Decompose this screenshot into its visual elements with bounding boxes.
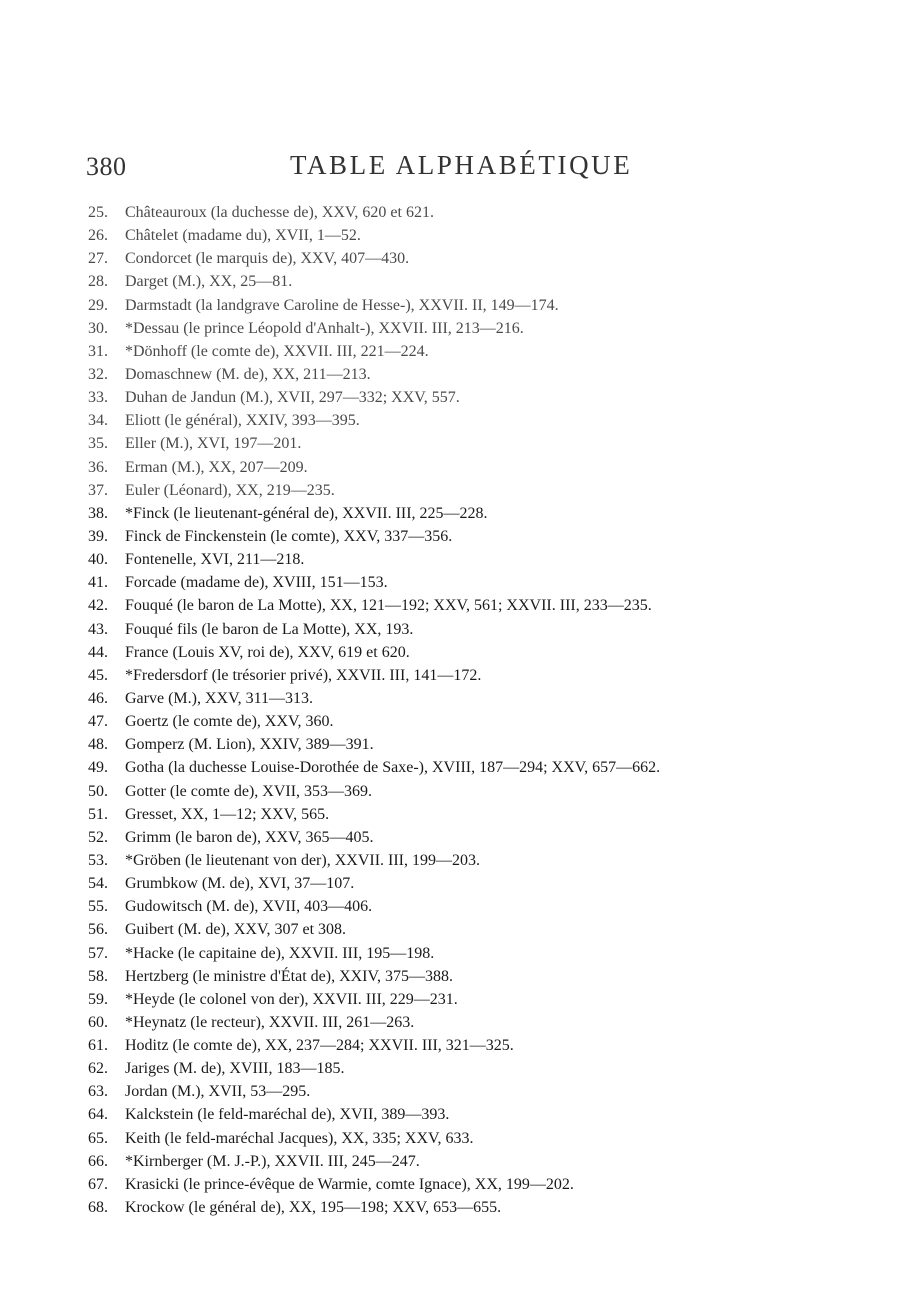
index-entry	[88, 895, 878, 918]
entry-text: *Kirnberger (M. J.-P.), XXVII. III, 245—247.	[125, 1152, 420, 1170]
index-entry-list	[88, 201, 878, 1219]
entry-text: Garve (M.), XXV, 311—313.	[125, 689, 313, 707]
index-entry	[88, 479, 878, 502]
entry-text: Kalckstein (le feld-maréchal de), XVII, 389—393.	[125, 1106, 450, 1124]
index-entry	[88, 1011, 878, 1034]
index-entry	[88, 432, 878, 455]
entry-number: 60.	[88, 1013, 108, 1031]
index-entry	[88, 456, 878, 479]
index-entry	[88, 224, 878, 247]
entry-text: Jordan (M.), XVII, 53—295.	[125, 1083, 311, 1101]
index-entry	[88, 872, 878, 895]
index-entry	[88, 317, 878, 340]
entry-number: 63.	[88, 1083, 108, 1101]
entry-number: 64.	[88, 1106, 108, 1124]
entry-text: Gresset, XX, 1—12; XXV, 565.	[125, 805, 330, 823]
entry-number: 58.	[88, 967, 108, 985]
entry-text: Euler (Léonard), XX, 219—235.	[125, 481, 335, 499]
index-entry	[88, 270, 878, 293]
entry-number: 36.	[88, 458, 108, 476]
entry-number: 35.	[88, 435, 108, 453]
index-entry	[88, 525, 878, 548]
index-entry	[88, 1127, 878, 1150]
index-entry	[88, 247, 878, 270]
entry-text: France (Louis XV, roi de), XXV, 619 et 620.	[125, 643, 410, 661]
entry-number: 68.	[88, 1199, 108, 1217]
entry-number: 61.	[88, 1037, 108, 1055]
entry-text: Darget (M.), XX, 25—81.	[125, 273, 293, 291]
entry-number: 49.	[88, 759, 108, 777]
entry-number: 54.	[88, 875, 108, 893]
entry-text: Krockow (le général de), XX, 195—198; XXV, 653—655.	[125, 1199, 502, 1217]
entry-text: Fontenelle, XVI, 211—218.	[125, 551, 305, 569]
entry-number: 37.	[88, 481, 108, 499]
entry-number: 42.	[88, 597, 108, 615]
index-entry	[88, 340, 878, 363]
entry-text: Châteauroux (la duchesse de), XXV, 620 et 621.	[125, 204, 434, 221]
index-entry	[88, 1150, 878, 1173]
entry-text: Guibert (M. de), XXV, 307 et 308.	[125, 921, 347, 939]
entry-text: Eller (M.), XVI, 197—201.	[125, 435, 302, 453]
entry-number: 26.	[88, 227, 108, 245]
entry-number: 62.	[88, 1060, 108, 1078]
entry-text: Keith (le feld-maréchal Jacques), XX, 335; XXV, 633.	[125, 1129, 474, 1147]
index-entry	[88, 756, 878, 779]
index-entry	[88, 548, 878, 571]
index-entry	[88, 201, 878, 224]
entry-text: Gudowitsch (M. de), XVII, 403—406.	[125, 898, 373, 916]
index-entry	[88, 409, 878, 432]
entry-text: Hoditz (le comte de), XX, 237—284; XXVII. III, 321—325.	[125, 1037, 514, 1055]
entry-number: 48.	[88, 736, 108, 754]
entry-number: 27.	[88, 250, 108, 268]
entry-text: *Finck (le lieutenant-général de), XXVII. III, 225—228.	[125, 504, 488, 522]
index-entry	[88, 826, 878, 849]
entry-text: *Heyde (le colonel von der), XXVII. III, 229—231.	[125, 990, 458, 1008]
entry-number: 43.	[88, 620, 108, 638]
index-entry	[88, 1080, 878, 1103]
entry-text: *Fredersdorf (le trésorier privé), XXVII. III, 141—172.	[125, 666, 482, 684]
entry-number: 31.	[88, 342, 108, 360]
index-entry	[88, 942, 878, 965]
entry-number: 46.	[88, 689, 108, 707]
entry-text: Fouqué (le baron de La Motte), XX, 121—192; XXV, 561; XXVII. III, 233—235.	[125, 597, 652, 615]
entry-text: *Dönhoff (le comte de), XXVII. III, 221—224.	[125, 342, 429, 360]
entry-text: Hertzberg (le ministre d'État de), XXIV, 375—388.	[125, 967, 453, 985]
entry-text: *Dessau (le prince Léopold d'Anhalt-), XXVII. III, 213—216.	[125, 319, 524, 337]
entry-text: Darmstadt (la landgrave Caroline de Hesse-), XXVII. II, 149—174.	[125, 296, 559, 314]
entry-text: Goertz (le comte de), XXV, 360.	[125, 713, 334, 731]
index-entry	[88, 1034, 878, 1057]
entry-text: Gomperz (M. Lion), XXIV, 389—391.	[125, 736, 374, 754]
index-entry	[88, 618, 878, 641]
entry-number: 44.	[88, 643, 108, 661]
entry-text: Gotter (le comte de), XVII, 353—369.	[125, 782, 373, 800]
entry-number: 39.	[88, 527, 108, 545]
entry-number: 28.	[88, 273, 108, 291]
index-entry	[88, 1103, 878, 1126]
entry-text: Fouqué fils (le baron de La Motte), XX, 193.	[125, 620, 414, 638]
entry-number: 56.	[88, 921, 108, 939]
running-head: TABLE ALPHABÉTIQUE	[290, 150, 633, 180]
entry-text: Forcade (madame de), XVIII, 151—153.	[125, 574, 388, 592]
entry-text: Duhan de Jandun (M.), XVII, 297—332; XXV, 557.	[125, 389, 460, 407]
entry-text: Domaschnew (M. de), XX, 211—213.	[125, 365, 371, 383]
index-entry	[88, 780, 878, 803]
index-entry	[88, 849, 878, 872]
entry-number: 45.	[88, 666, 108, 684]
index-entry	[88, 664, 878, 687]
index-entry	[88, 988, 878, 1011]
entry-text: Krasicki (le prince-évêque de Warmie, comte Ignace), XX, 199—202.	[125, 1175, 574, 1193]
entry-number: 33.	[88, 389, 108, 407]
index-entry	[88, 1196, 878, 1219]
page-number: 380	[86, 152, 127, 181]
entry-text: *Hacke (le capitaine de), XXVII. III, 195—198.	[125, 944, 435, 962]
index-entry	[88, 571, 878, 594]
index-entry	[88, 363, 878, 386]
entry-number: 47.	[88, 713, 108, 731]
entry-number: 29.	[88, 296, 108, 314]
entry-number: 59.	[88, 990, 108, 1008]
index-entry	[88, 294, 878, 317]
entry-text: Gotha (la duchesse Louise-Dorothée de Saxe-), XVIII, 187—294; XXV, 657—662.	[125, 759, 661, 777]
entry-number: 25.	[88, 204, 108, 221]
entry-number: 57.	[88, 944, 108, 962]
entry-number: 52.	[88, 828, 108, 846]
entry-number: 34.	[88, 412, 108, 430]
entry-number: 41.	[88, 574, 108, 592]
entry-number: 55.	[88, 898, 108, 916]
entry-text: *Gröben (le lieutenant von der), XXVII. III, 199—203.	[125, 851, 481, 869]
entry-number: 32.	[88, 365, 108, 383]
index-entry	[88, 918, 878, 941]
index-entry	[88, 594, 878, 617]
index-entry	[88, 386, 878, 409]
entry-number: 53.	[88, 851, 108, 869]
entry-number: 66.	[88, 1152, 108, 1170]
entry-number: 67.	[88, 1175, 108, 1193]
index-entry	[88, 803, 878, 826]
entry-text: Eliott (le général), XXIV, 393—395.	[125, 412, 360, 430]
entry-text: Condorcet (le marquis de), XXV, 407—430.	[125, 250, 410, 268]
index-entry	[88, 1173, 878, 1196]
entry-text: *Heynatz (le recteur), XXVII. III, 261—263.	[125, 1013, 415, 1031]
entry-number: 38.	[88, 504, 108, 522]
entry-text: Jariges (M. de), XVIII, 183—185.	[125, 1060, 345, 1078]
entry-text: Châtelet (madame du), XVII, 1—52.	[125, 227, 361, 245]
index-entry	[88, 965, 878, 988]
entry-text: Grumbkow (M. de), XVI, 37—107.	[125, 875, 355, 893]
index-entry	[88, 502, 878, 525]
index-entry	[88, 733, 878, 756]
entry-text: Erman (M.), XX, 207—209.	[125, 458, 308, 476]
entry-number: 30.	[88, 319, 108, 337]
index-entry	[88, 710, 878, 733]
index-entry	[88, 1057, 878, 1080]
entry-text: Finck de Finckenstein (le comte), XXV, 337—356.	[125, 527, 453, 545]
entry-number: 65.	[88, 1129, 108, 1147]
index-entry	[88, 687, 878, 710]
entry-number: 51.	[88, 805, 108, 823]
entry-number: 50.	[88, 782, 108, 800]
index-entry	[88, 641, 878, 664]
entry-text: Grimm (le baron de), XXV, 365—405.	[125, 828, 374, 846]
entry-number: 40.	[88, 551, 108, 569]
